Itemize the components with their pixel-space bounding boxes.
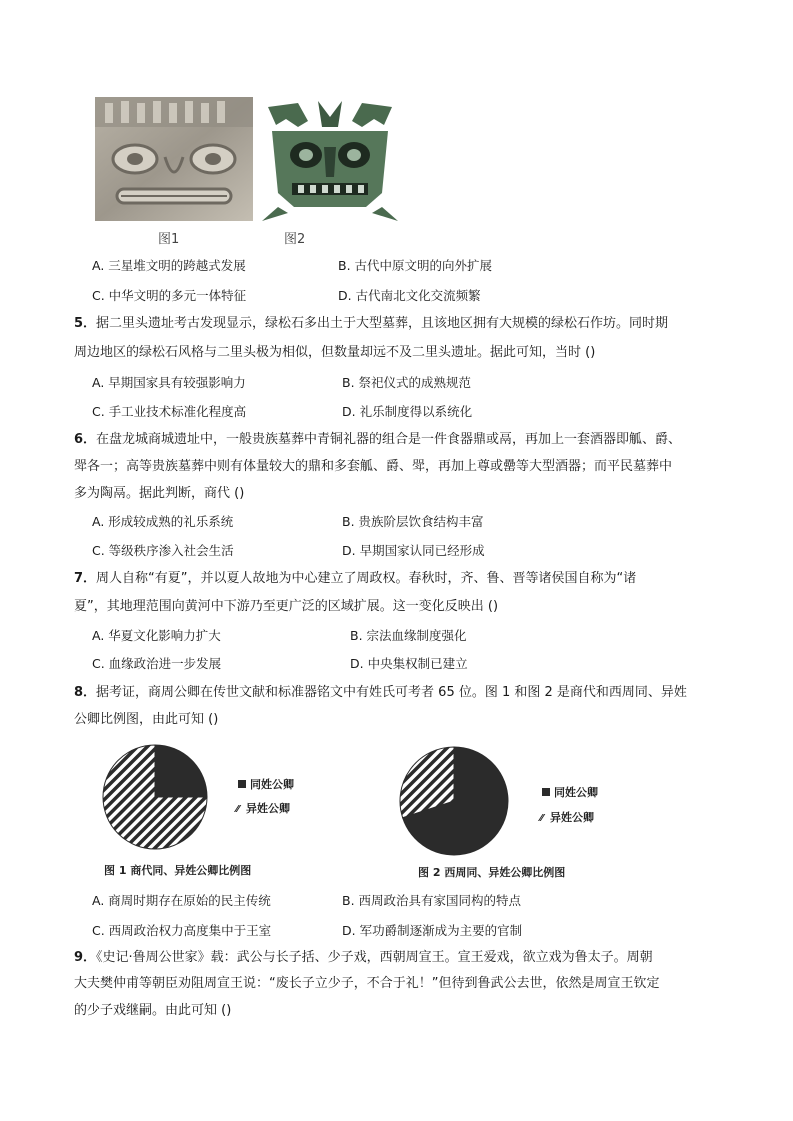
- q8-text-1: 据考证，商周公卿在传世文献和标准器铭文中有姓氏可考者 65 位。图 1 和图 2 是商代和西周同、异姓: [96, 685, 687, 700]
- q9-number: 9．: [74, 950, 97, 965]
- figure-1-stone-mask-photo: [95, 97, 253, 221]
- figure-2-bronze-mask-photo: [258, 97, 402, 225]
- pie-1-slices: [103, 745, 207, 849]
- q5-option-b: B. 祭祀仪式的成熟规范: [342, 375, 472, 390]
- stone-mask-illustration: [95, 97, 253, 221]
- pie-slice-same-surname: [155, 745, 207, 797]
- q8-option-c: C. 西周政治权力高度集中于王室: [92, 923, 272, 938]
- legend-swatch-solid: [238, 780, 246, 788]
- q5-stem-line-2: 周边地区的绿松石风格与二里头极为相似，但数量却远不及二里头遗址。据此可知，当时 (): [74, 345, 596, 360]
- figure-1-label: 图1: [158, 232, 180, 247]
- q9-stem-line-3: 的少子戏继嗣。由此可知 (): [74, 1003, 232, 1018]
- q6-option-c: C. 等级秩序渗入社会生活: [92, 543, 234, 558]
- figure-2-label: 图2: [284, 232, 306, 247]
- q7-option-b: B. 宗法血缘制度强化: [350, 628, 467, 643]
- q6-option-b: B. 贵族阶层饮食结构丰富: [342, 514, 484, 529]
- q6-option-a: A. 形成较成熟的礼乐系统: [92, 514, 234, 529]
- q7-text-1: 周人自称“有夏”，并以夏人故地为中心建立了周政权。春秋时，齐、鲁、晋等诸侯国自称为“诸: [96, 571, 637, 586]
- q9-stem-line-2: 大夫樊仲甫等朝臣劝阻周宣王说：“废长子立少子，不合于礼！”但待到鲁武公去世，依然是周宣王钦定: [74, 976, 660, 991]
- q8-option-a: A. 商周时期存在原始的民主传统: [92, 893, 271, 908]
- pie-1-caption: 图 1 商代同、异姓公卿比例图: [104, 864, 252, 877]
- q4-option-c: C. 中华文明的多元一体特征: [92, 288, 247, 303]
- bronze-mask-illustration: [258, 97, 402, 225]
- q7-number: 7．: [74, 571, 97, 586]
- q9-text-1: 《史记·鲁周公世家》载：武公与长子括、少子戏，西朝周宣王。宣王爱戏，欲立戏为鲁太子。周朝: [96, 950, 653, 965]
- pie-1-legend-same: 同姓公卿: [238, 776, 294, 792]
- q4-option-a: A. 三星堆文明的跨越式发展: [92, 258, 246, 273]
- q5-option-c: C. 手工业技术标准化程度高: [92, 404, 247, 419]
- q6-number: 6．: [74, 432, 97, 447]
- q5-option-a: A. 早期国家具有较强影响力: [92, 375, 246, 390]
- pie-chart-2: [398, 745, 510, 857]
- q6-stem-line-3: 多为陶鬲。据此判断，商代 (): [74, 486, 245, 501]
- q8-stem-line-2: 公卿比例图，由此可知 (): [74, 712, 219, 727]
- q6-stem-line-2: 斝各一；高等贵族墓葬中则有体量较大的鼎和多套觚、爵、斝，再加上尊或罍等大型酒器；而平民墓葬中: [74, 459, 673, 474]
- q5-option-d: D. 礼乐制度得以系统化: [342, 404, 473, 419]
- q5-text-1: 据二里头遗址考古发现显示，绿松石多出土于大型墓葬，且该地区拥有大规模的绿松石作坊。同时期: [96, 316, 669, 331]
- q4-option-b: B. 古代中原文明的向外扩展: [338, 258, 493, 273]
- q5-stem-line-1: [74, 314, 668, 334]
- q5-number: 5．: [74, 316, 97, 331]
- q8-option-b: B. 西周政治具有家国同构的特点: [342, 893, 522, 908]
- pie-chart-1: [100, 742, 210, 852]
- q7-option-d: D. 中央集权制已建立: [350, 656, 468, 671]
- pie-1-legend-diff: ⁄⁄ 异姓公卿: [236, 802, 290, 815]
- pie-2-caption: 图 2 西周同、异姓公卿比例图: [418, 866, 566, 879]
- pie-2-legend-diff: ⁄⁄ 异姓公卿: [540, 811, 594, 824]
- q8-stem-line-1: [74, 683, 687, 703]
- q7-stem-line-2: 夏”，其地理范围向黄河中下游乃至更广泛的区域扩展。这一变化反映出 (): [74, 599, 499, 614]
- q7-option-c: C. 血缘政治进一步发展: [92, 656, 222, 671]
- pie-2-slices: [400, 747, 508, 855]
- q9-stem-line-1: [74, 948, 653, 968]
- q4-option-d: D. 古代南北文化交流频繁: [338, 288, 481, 303]
- legend-swatch-solid: [542, 788, 550, 796]
- q6-stem-line-1: [74, 430, 681, 450]
- q8-option-d: D. 军功爵制逐渐成为主要的官制: [342, 923, 523, 938]
- pie-2-legend-same: 同姓公卿: [542, 784, 598, 800]
- legend-swatch-hatch: ⁄⁄: [540, 813, 544, 824]
- q6-option-d: D. 早期国家认同已经形成: [342, 543, 485, 558]
- legend-swatch-hatch: ⁄⁄: [236, 804, 240, 815]
- q7-option-a: A. 华夏文化影响力扩大: [92, 628, 221, 643]
- q8-number: 8．: [74, 685, 97, 700]
- q7-stem-line-1: [74, 569, 636, 589]
- q6-text-1: 在盘龙城商城遗址中，一般贵族墓葬中青铜礼器的组合是一件食器鼎或鬲，再加上一套酒器即觚、爵、: [96, 432, 682, 447]
